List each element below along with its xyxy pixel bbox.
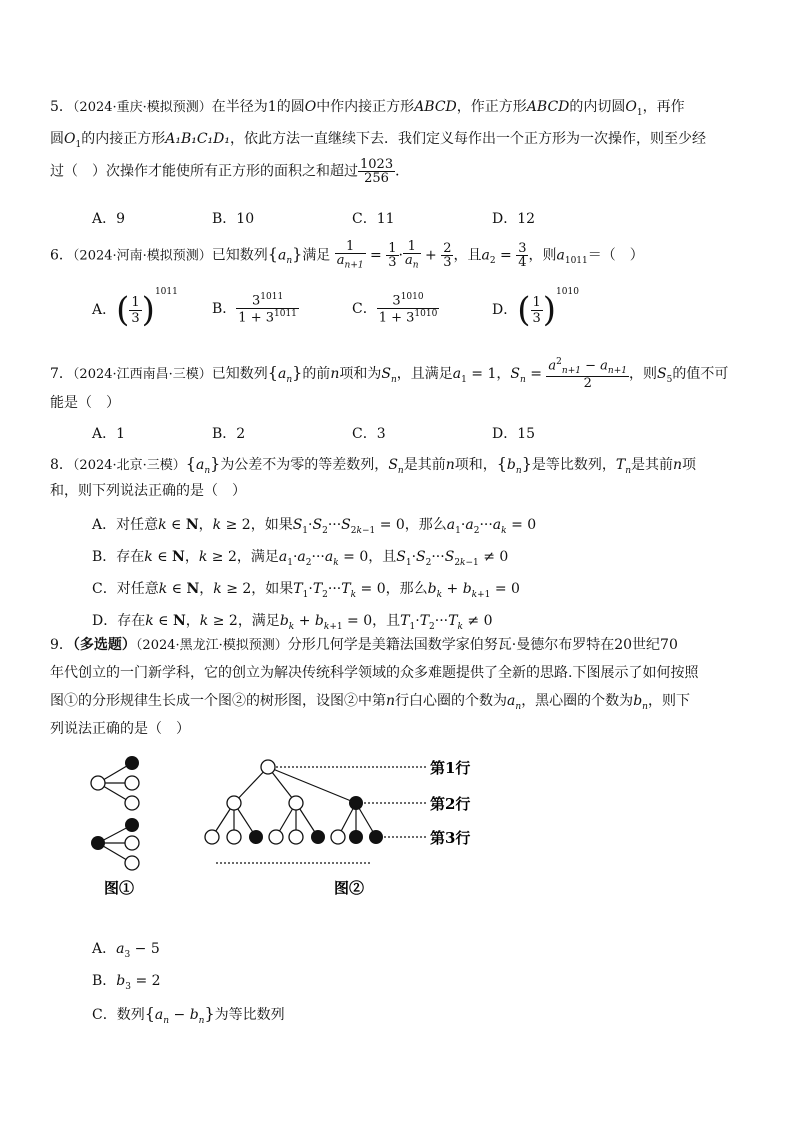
q7-line1: 7．（2024·江西南昌·三模）已知数列$\{a_n\}$的前n项和为$S_n$，且满足$a_1 = 1$，$S_n$ = $\frac{a^2_{n+1} - a_{n+1}}{2}$ ，则$S_5$的值不可 xyxy=(50,357,729,391)
q5-line3: 过（ ）次操作才能使所有正方形的面积之和超过 $\frac{1023}{256}$ ． xyxy=(50,157,410,186)
multi-choice-tag: （多选题） xyxy=(72,637,136,653)
black-circle xyxy=(249,830,263,844)
q6-option-c[interactable]: C． $\frac{3^{1010}}{1 + 3^{1010}}$ xyxy=(352,292,438,326)
q8-line1: 8．（2024·北京·三模）$\{a_n\}$为公差不为零的等差数列，$S_n$是其前n项和，$\{b_n\}$是等比数列，$T_n$是其前n项 xyxy=(50,454,697,476)
white-circle xyxy=(205,830,219,844)
q9-line4: 列说法正确的是（ ） xyxy=(50,721,190,737)
q5-option-b[interactable]: B．10 xyxy=(212,211,255,227)
q8-line2: 和，则下列说法正确的是（ ） xyxy=(50,483,246,499)
q8-option-c[interactable]: C．对任意k ∈ N，k ≥ 2，如果$T_1\cdot T_2\cdot\cdot\cdot T_k = 0$，那么$b_k + b_{k+1} = 0$ xyxy=(92,581,520,600)
question-number: 5． xyxy=(50,99,73,115)
q5-option-c[interactable]: C．11 xyxy=(352,211,395,227)
q7-option-a[interactable]: A．1 xyxy=(92,426,126,442)
row-3-label: 第3行 xyxy=(430,829,471,847)
row-2-label: 第2行 xyxy=(430,795,471,813)
q7-line2: 能是（ ） xyxy=(50,395,120,411)
q5-option-a[interactable]: A．9 xyxy=(92,211,126,227)
black-circle xyxy=(349,830,363,844)
white-circle xyxy=(125,856,139,870)
q9-option-b[interactable]: B．$b_3 = 2$ xyxy=(92,973,161,992)
q9-line3: 图①的分形规律生长成一个图②的树形图，设图②中第n行白心圈的个数为$a_n$，黑心圈的个数为$b_n$，则下 xyxy=(50,693,690,712)
black-circle xyxy=(125,818,139,832)
q7-option-d[interactable]: D．15 xyxy=(492,426,536,442)
white-circle xyxy=(289,830,303,844)
q9-option-c[interactable]: C．数列$\{a_n - b_n\}$为等比数列 xyxy=(92,1004,285,1026)
q6-option-a[interactable]: A．( $\frac{1}{3}$ )$^{1011}$ xyxy=(92,287,178,330)
figure-2-caption: 图② xyxy=(334,879,365,897)
white-circle xyxy=(227,796,241,810)
q6-option-d[interactable]: D．( $\frac{1}{3}$ )$^{1010}$ xyxy=(492,287,579,330)
question-source: （2024·重庆·模拟预测） xyxy=(72,100,212,115)
fraction: $\frac{1023}{256}$ xyxy=(360,157,394,186)
white-circle xyxy=(227,830,241,844)
q9-line1: 9．（多选题）（2024·黑龙江·模拟预测）分形几何学是美籍法国数学家伯努瓦·曼德尔布罗特在20世纪70 xyxy=(50,637,678,653)
q5-line1: 5．（2024·重庆·模拟预测）在半径为1的圆O中作内接正方形ABCD，作正方形ABCD的内切圆$O_1$，再作 xyxy=(50,99,685,118)
row-1-label: 第1行 xyxy=(430,759,471,777)
black-circle xyxy=(311,830,325,844)
q7-option-b[interactable]: B．2 xyxy=(212,426,246,442)
q9-line2: 年代创立的一门新学科，它的创立为解决传统科学领域的众多难题提供了全新的思路.下图展示了如何按照 xyxy=(50,665,699,681)
black-circle xyxy=(91,836,105,850)
white-circle xyxy=(261,760,275,774)
figure-1 xyxy=(86,755,166,905)
q7-option-c[interactable]: C．3 xyxy=(352,426,386,442)
q9-option-a[interactable]: A．$a_3 - 5$ xyxy=(92,941,160,960)
q5-option-d[interactable]: D．12 xyxy=(492,211,536,227)
black-circle xyxy=(349,796,363,810)
white-circle xyxy=(331,830,345,844)
white-circle xyxy=(289,796,303,810)
q6-line1: 6．（2024·河南·模拟预测）已知数列$\{a_n\}$满足 $\frac{1}{a_{n+1}}$ = $\frac{1}{3}$ · $\frac{1}{a_n}$ + $\frac{2}{3}$ ，且$a_2$ = $\frac{3}{4}$ ，则$a_{1011}=$（ ） xyxy=(50,239,644,271)
q5-line2: 圆$O_1$的内接正方形A₁B₁C₁D₁，依此方法一直继续下去．我们定义每作出一个正方形为一次操作，则至少经 xyxy=(50,131,707,150)
q8-option-b[interactable]: B．存在k ∈ N，k ≥ 2，满足$a_1\cdot a_2\cdot\cdot\cdot a_k = 0$，且$S_1\cdot S_2\cdot\cdot\cdot S_{2k-1} \ne 0$ xyxy=(92,549,509,568)
figure-2 xyxy=(200,755,500,905)
q8-option-d[interactable]: D．存在k ∈ N，k ≥ 2，满足$b_k + b_{k+1} = 0$，且$T_1\cdot T_2\cdot\cdot\cdot T_k \ne 0$ xyxy=(92,613,493,632)
black-circle xyxy=(369,830,383,844)
q6-option-b[interactable]: B． $\frac{3^{1011}}{1 + 3^{1011}}$ xyxy=(212,292,297,326)
black-circle xyxy=(125,756,139,770)
white-circle xyxy=(125,776,139,790)
white-circle xyxy=(125,796,139,810)
white-circle xyxy=(91,776,105,790)
white-circle xyxy=(125,836,139,850)
q8-option-a[interactable]: A．对任意k ∈ N，k ≥ 2，如果$S_1\cdot S_2\cdot\cdot\cdot S_{2k-1} = 0$，那么$a_1\cdot a_2\cdot\cdot\cdot a_k = 0$ xyxy=(92,517,537,536)
white-circle xyxy=(269,830,283,844)
figure-1-caption: 图① xyxy=(104,879,135,897)
